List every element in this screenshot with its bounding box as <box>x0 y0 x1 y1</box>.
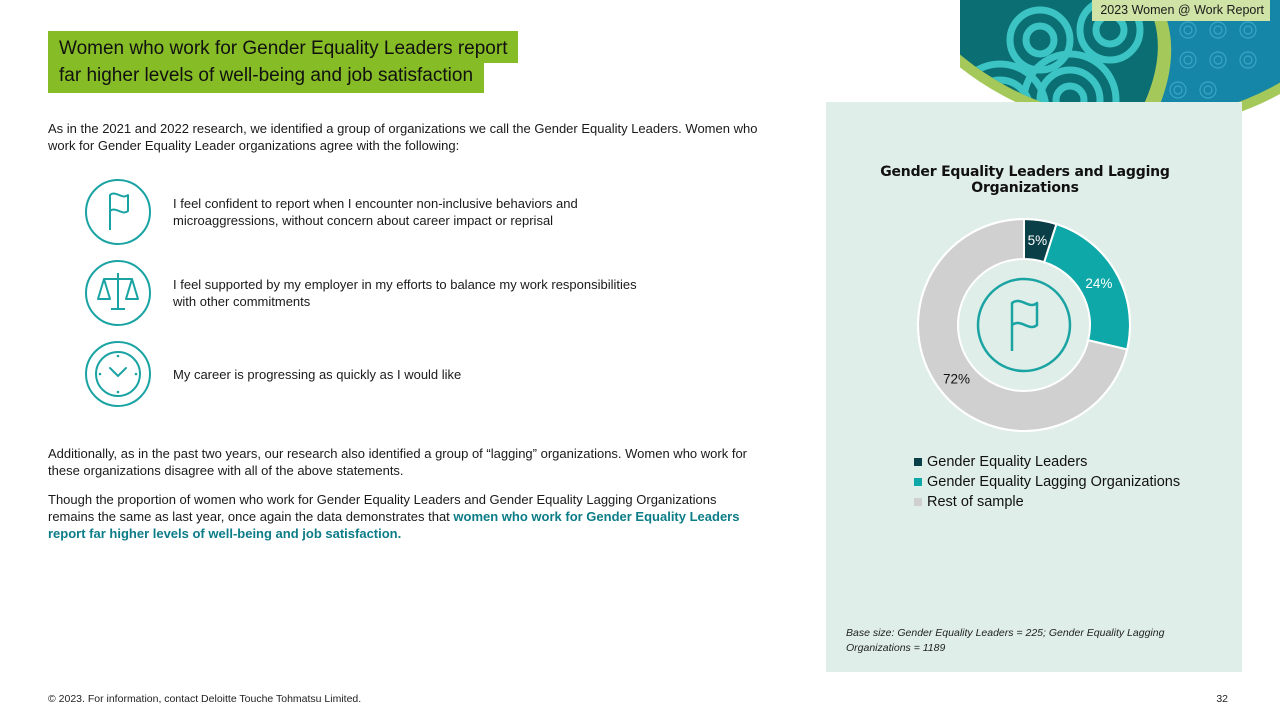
legend-label: Rest of sample <box>927 494 1024 510</box>
footer-copyright: © 2023. For information, contact Deloitte Touche Tohmatsu Limited. <box>48 693 362 705</box>
legend-item <box>914 452 1180 472</box>
legend-swatch <box>914 478 922 486</box>
conclusion-paragraph <box>48 491 758 542</box>
flag-icon <box>978 279 1070 371</box>
chart-panel <box>826 102 1242 672</box>
conclusion-text: Though the proportion of women who work for Gender Equality Leaders and Gender Equality Lagging Organizations remains the same as last year, once again the data demonstrates that <box>48 492 717 524</box>
statement-text: I feel confident to report when I encounter non-inclusive behaviors and microaggressions, without concern about career impact or reprisal <box>173 196 578 228</box>
flag-icon <box>84 178 152 246</box>
slice-label: 24% <box>1085 275 1113 291</box>
conclusion-highlight: women who work for Gender Equality Leaders report far higher levels of well-being and job satisfaction. <box>48 509 740 541</box>
legend-swatch <box>914 458 922 466</box>
donut-chart <box>916 217 1132 433</box>
base-size-note: Base size: Gender Equality Leaders = 225; Gender Equality Lagging Organizations = 1189 <box>846 627 1165 654</box>
statement-text: My career is progressing as quickly as I would like <box>173 366 462 382</box>
chart-legend <box>914 452 1180 512</box>
page-title-line1: Women who work for Gender Equality Leaders report <box>48 31 518 63</box>
clock-icon <box>84 340 152 408</box>
lagging-paragraph: Additionally, as in the past two years, our research also identified a group of “lagging” organizations. Women who work for these organizations disagree with all of the above statements. <box>48 446 747 478</box>
page-number: 32 <box>1216 693 1228 705</box>
chart-title: Gender Equality Leaders and Lagging Organizations <box>880 164 1170 196</box>
intro-paragraph: As in the 2021 and 2022 research, we identified a group of organizations we call the Gender Equality Leaders. Women who work for Gender Equality Leader organizations agree with the following: <box>48 121 758 153</box>
page-title <box>48 31 518 93</box>
slice-label: 5% <box>1027 233 1048 249</box>
legend-label: Gender Equality Lagging Organizations <box>927 474 1181 490</box>
report-tag: 2023 Women @ Work Report <box>1092 0 1270 21</box>
statement-item <box>84 178 704 246</box>
legend-label: Gender Equality Leaders <box>927 454 1088 470</box>
legend-item <box>914 472 1180 492</box>
legend-swatch <box>914 498 922 506</box>
slice-label: 72% <box>943 371 971 387</box>
statement-item <box>84 259 704 327</box>
statement-text: I feel supported by my employer in my efforts to balance my work responsibilities with other commitments <box>173 277 637 309</box>
page-title-line2: far higher levels of well-being and job satisfaction <box>48 63 484 93</box>
legend-item <box>914 492 1180 512</box>
statement-item <box>84 340 704 408</box>
scales-icon <box>84 259 152 327</box>
